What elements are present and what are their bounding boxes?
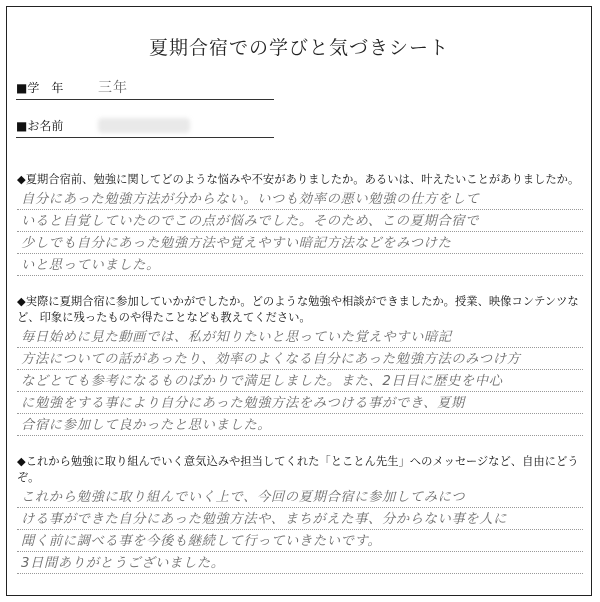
grade-field bbox=[16, 77, 274, 100]
answer-line: 合宿に参加して良かったと思いました。 bbox=[17, 414, 583, 436]
answer-line: 方法についての話があったり、効率のよくなる自分にあった勉強方法のみつけ方 bbox=[17, 348, 583, 370]
answer-line: 3日間ありがとうございました。 bbox=[17, 552, 583, 574]
answer-line: 毎日始めに見た動画では、私が知りたいと思っていた覚えやすい暗記 bbox=[17, 326, 583, 348]
answer-line: いと思っていました。 bbox=[17, 254, 583, 276]
section-3 bbox=[17, 454, 583, 574]
grade-label: ■学 年 bbox=[16, 81, 64, 95]
answer-line: いると自覚していたのでこの点が悩みでした。そのため、この夏期合宿で bbox=[17, 210, 583, 232]
answer-line: ける事ができた自分にあった勉強方法や、まちがえた事、分からない事を人に bbox=[17, 508, 583, 530]
grade-value: 三年 bbox=[98, 80, 128, 96]
section-1-answer bbox=[17, 188, 583, 276]
redacted-name bbox=[98, 118, 190, 133]
section-1-question: ◆夏期合宿前、勉強に関してどのような悩みや不安がありましたか。あるいは、叶えたいことがありましたか。 bbox=[17, 173, 580, 186]
answer-line: などとても参考になるものばかりで満足しました。また、2日目に歴史を中心 bbox=[17, 370, 583, 392]
section-2-question: ◆実際に夏期合宿に参加していかがでしたか。どのような勉強や相談ができましたか。授業、映像コンテンツなど、印象に残ったものや得たことなども教えてください。 bbox=[17, 295, 579, 324]
answer-line: 少しでも自分にあった勉強方法や覚えやすい暗記方法などをみつけた bbox=[17, 232, 583, 254]
answer-line: に勉強をする事により自分にあった勉強方法をみつける事ができ、夏期 bbox=[17, 392, 583, 414]
sheet-title: 夏期合宿での学びと気づきシート bbox=[148, 37, 449, 59]
name-field bbox=[16, 115, 274, 138]
answer-line: 自分にあった勉強方法が分からない。いつも効率の悪い勉強の仕方をして bbox=[17, 188, 583, 210]
answer-line: 聞く前に調べる事を今後も継続して行っていきたいです。 bbox=[17, 530, 583, 552]
worksheet bbox=[6, 6, 592, 596]
section-3-answer bbox=[17, 486, 583, 574]
name-label: ■お名前 bbox=[16, 119, 64, 133]
answer-line: これから勉強に取り組んでいく上で、今回の夏期合宿に参加してみにつ bbox=[17, 486, 583, 508]
section-1 bbox=[17, 172, 583, 276]
section-3-question: ◆これから勉強に取り組んでいく意気込みや担当してくれた「とことん先生」へのメッセージなど、自由にどうぞ。 bbox=[17, 455, 579, 484]
section-2-answer bbox=[17, 326, 583, 436]
section-2 bbox=[17, 294, 583, 436]
